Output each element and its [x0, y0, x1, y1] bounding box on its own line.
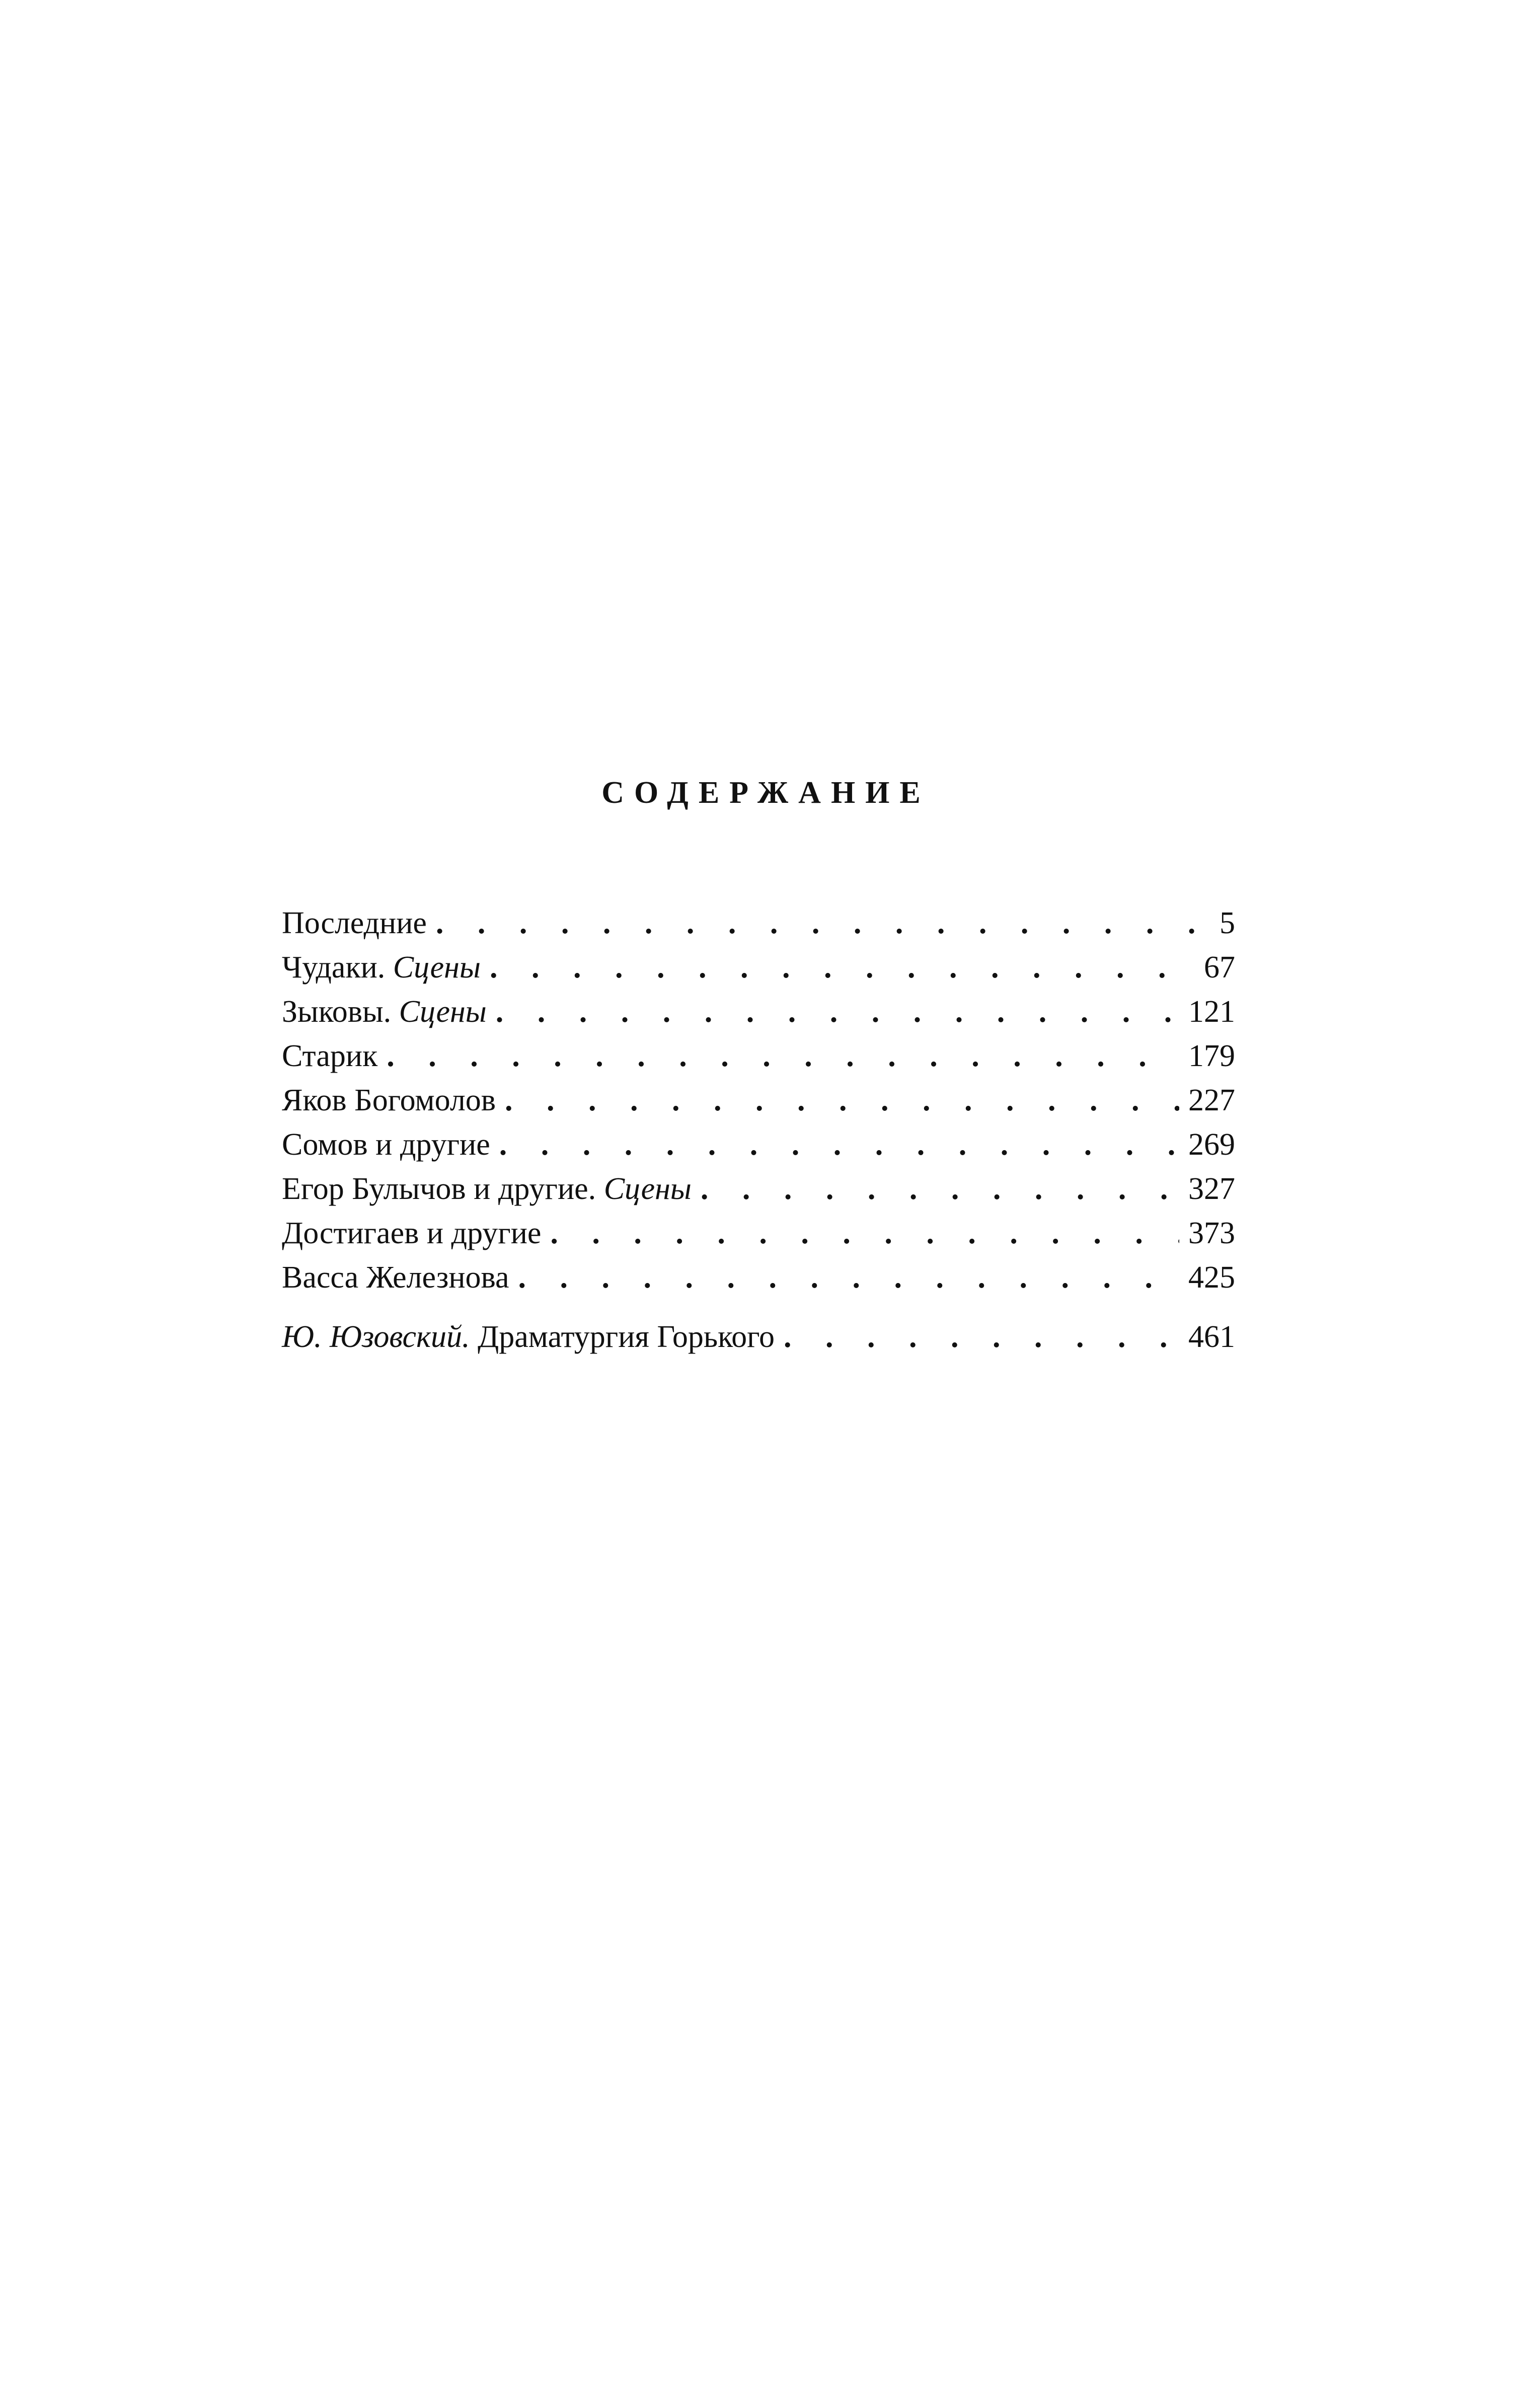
toc-entry-title: Сомов и другие — [282, 1127, 490, 1162]
dot-leader — [496, 990, 1179, 1034]
toc-entry-somov — [282, 1122, 1235, 1167]
afterword-author: Ю. Юзовский. — [282, 1320, 470, 1354]
toc-entry-page: 461 — [1188, 1320, 1235, 1354]
dot-leader — [387, 1034, 1179, 1078]
toc-entry-title: Васса Железнова — [282, 1260, 509, 1295]
dot-leader — [490, 945, 1195, 990]
toc-entry-title: Зыковы. Сцены — [282, 995, 487, 1029]
toc-entry-page: 269 — [1188, 1127, 1235, 1162]
contents-heading: СОДЕРЖАНИЕ — [601, 776, 931, 810]
toc-entry-title: Достигаев и другие — [282, 1216, 542, 1250]
toc-entry-title: Последние — [282, 906, 427, 940]
toc-entry-dostigaev — [282, 1211, 1235, 1255]
toc-entry-chudaki — [282, 945, 1235, 990]
toc-entry-title: Яков Богомолов — [282, 1083, 496, 1117]
toc-entry-afterword — [282, 1315, 1235, 1359]
toc-entry-egor-bulychov — [282, 1167, 1235, 1211]
toc-entry-page: 5 — [1220, 906, 1235, 940]
dot-leader — [518, 1255, 1179, 1300]
dot-leader — [784, 1315, 1179, 1359]
toc-entry-page: 67 — [1204, 950, 1235, 985]
dot-leader — [499, 1122, 1179, 1167]
toc-entry-yakov-bogomolov — [282, 1078, 1235, 1122]
toc-entry-page: 121 — [1188, 995, 1235, 1029]
toc-entry-page: 373 — [1188, 1216, 1235, 1250]
toc-entry-page: 227 — [1188, 1083, 1235, 1117]
toc-entry-page: 425 — [1188, 1260, 1235, 1295]
table-of-contents — [282, 901, 1235, 1359]
toc-entry-starik — [282, 1034, 1235, 1078]
toc-entry-subtitle: Сцены — [399, 995, 487, 1029]
toc-entry-title: Егор Булычов и другие. Сцены — [282, 1172, 692, 1206]
toc-entry-title: Старик — [282, 1039, 378, 1073]
toc-entry-title: Чудаки. Сцены — [282, 950, 481, 985]
afterword-title: Драматургия Горького — [477, 1320, 775, 1354]
toc-entry-subtitle: Сцены — [393, 950, 481, 985]
toc-entry-vassa-zheleznova — [282, 1255, 1235, 1300]
dot-leader — [436, 901, 1206, 945]
toc-entry-zykovy — [282, 990, 1235, 1034]
dot-leader — [701, 1167, 1179, 1211]
toc-entry-page: 179 — [1188, 1039, 1235, 1073]
toc-entry-title — [282, 1315, 775, 1359]
dot-leader — [550, 1211, 1179, 1255]
dot-leader — [505, 1078, 1179, 1122]
toc-entry-poslednie — [282, 901, 1235, 945]
toc-entry-page: 327 — [1188, 1172, 1235, 1206]
toc-entry-subtitle: Сцены — [603, 1172, 692, 1206]
